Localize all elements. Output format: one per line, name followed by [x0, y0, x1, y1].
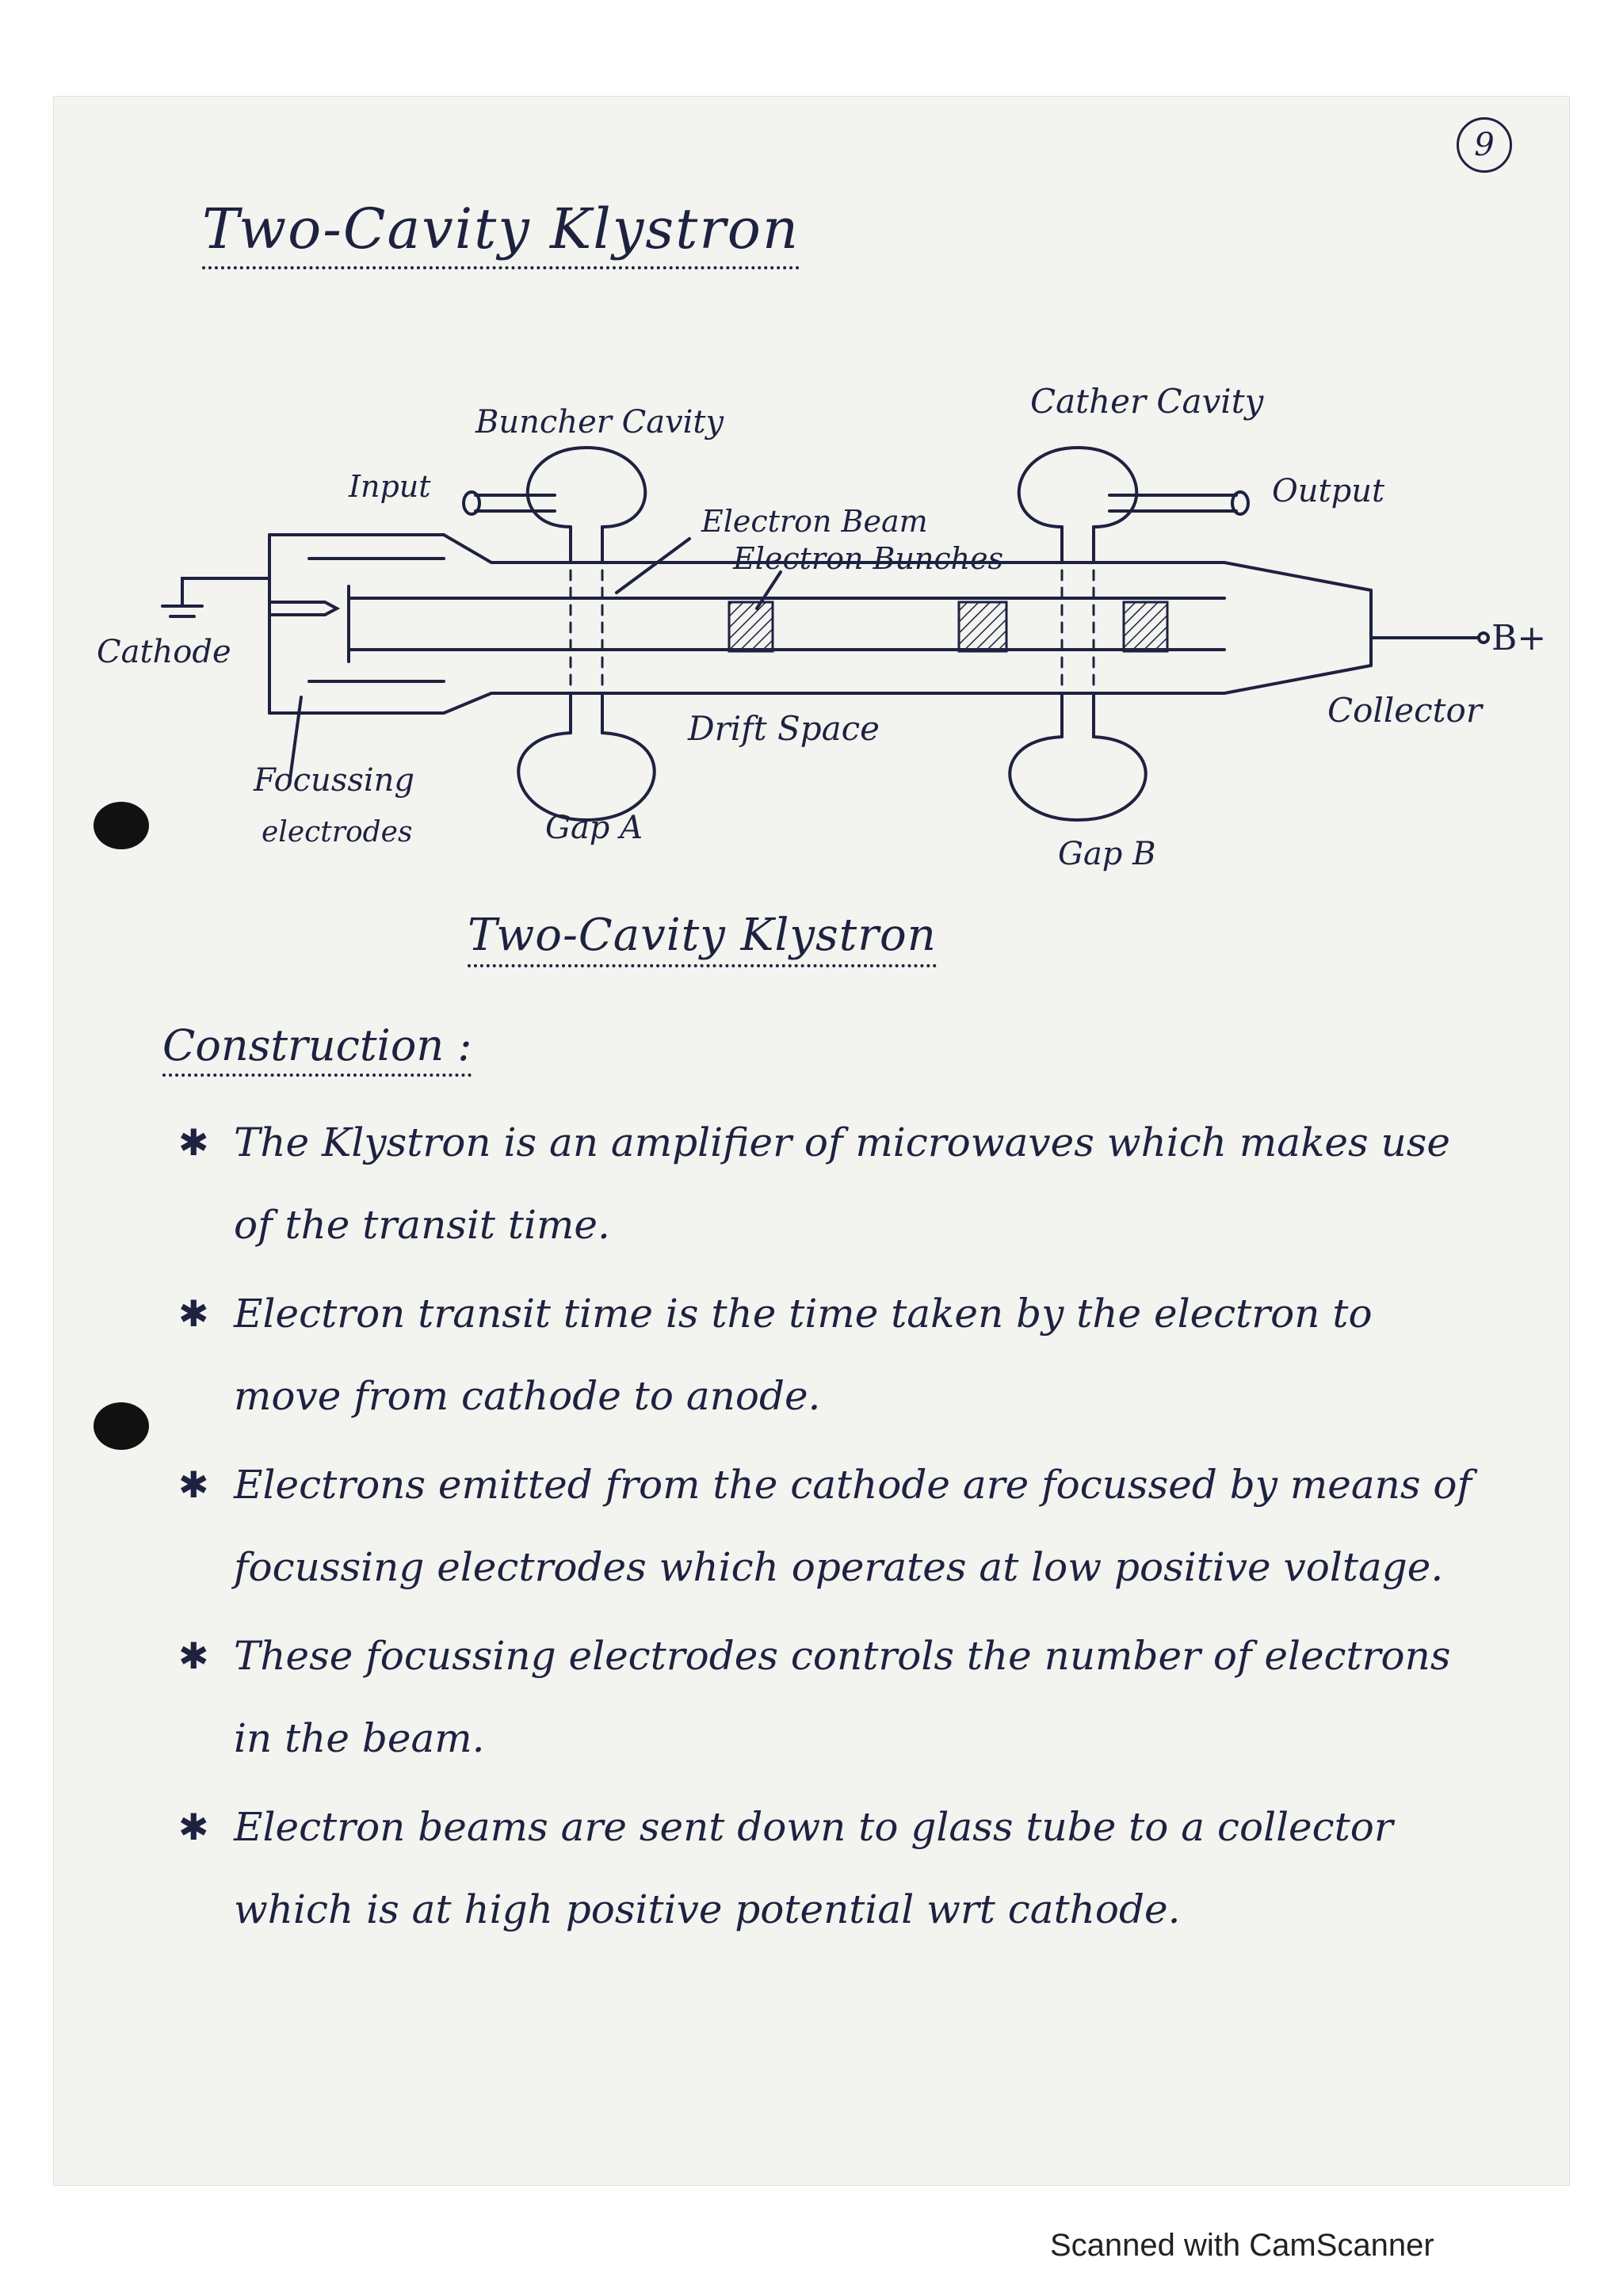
bullet-star-icon: ✱ [178, 1806, 209, 1848]
drift-space-label: Drift Space [688, 709, 880, 748]
list-item: ✱ Electron beams are sent down to glass tube to a collector which is at high positive potential wrt cathode. [178, 1786, 1486, 1951]
klystron-diagram [0, 0, 1623, 951]
list-item: ✱ These focussing electrodes controls the number of electrons in the beam. [178, 1615, 1486, 1779]
electron-bunches-label: Electron Bunches [733, 541, 1004, 576]
electrodes-label: electrodes [262, 816, 413, 849]
collector-label: Collector [1327, 691, 1482, 730]
buncher-top-loop [528, 448, 645, 527]
electron-bunch-2 [959, 602, 1006, 651]
catcher-cavity-label: Cather Cavity [1030, 382, 1264, 421]
gap-b-label: Gap B [1058, 836, 1156, 872]
tube-bottom-edge [269, 666, 1371, 713]
diagram-caption: Two-Cavity Klystron [468, 910, 937, 967]
electron-beam-label: Electron Beam [701, 504, 928, 539]
list-item: ✱ Electron transit time is the time taken by the electron to move from cathode to anode. [178, 1272, 1486, 1437]
buncher-bottom-loop [518, 733, 654, 820]
filament [269, 602, 337, 615]
cathode-label: Cathode [97, 634, 231, 670]
list-item: ✱ The Klystron is an amplifier of microwaves which makes use of the transit time. [178, 1101, 1486, 1266]
b-plus-label: B+ [1491, 618, 1547, 658]
bullet-star-icon: ✱ [178, 1463, 209, 1506]
focussing-label: Focussing [254, 762, 415, 799]
input-label: Input [349, 469, 431, 504]
cathode-lead [182, 578, 269, 606]
gap-a-label: Gap A [545, 810, 643, 846]
scanner-watermark: Scanned with CamScanner [1050, 2228, 1434, 2263]
bullet-star-icon: ✱ [178, 1121, 209, 1164]
beam-pointer [617, 539, 689, 593]
punch-hole [94, 1402, 149, 1450]
input-coupler [475, 495, 555, 511]
output-label: Output [1272, 473, 1385, 509]
catcher-top-loop [1019, 448, 1136, 527]
bullet-star-icon: ✱ [178, 1634, 209, 1677]
page-title: Two-Cavity Klystron [202, 196, 800, 269]
page-number: 9 [1457, 117, 1512, 173]
output-coupler [1109, 495, 1236, 511]
punch-hole [94, 802, 149, 849]
buncher-cavity-label: Buncher Cavity [475, 404, 724, 441]
electron-bunch-1 [729, 602, 773, 651]
catcher-bottom-loop [1010, 737, 1145, 820]
list-item: ✱ Electrons emitted from the cathode are focussed by means of focussing electrodes which operates at low positive voltage. [178, 1444, 1486, 1608]
bullet-star-icon: ✱ [178, 1292, 209, 1335]
section-heading: Construction : [162, 1020, 472, 1077]
construction-list [178, 1101, 1486, 1957]
electron-bunch-3 [1124, 602, 1167, 651]
